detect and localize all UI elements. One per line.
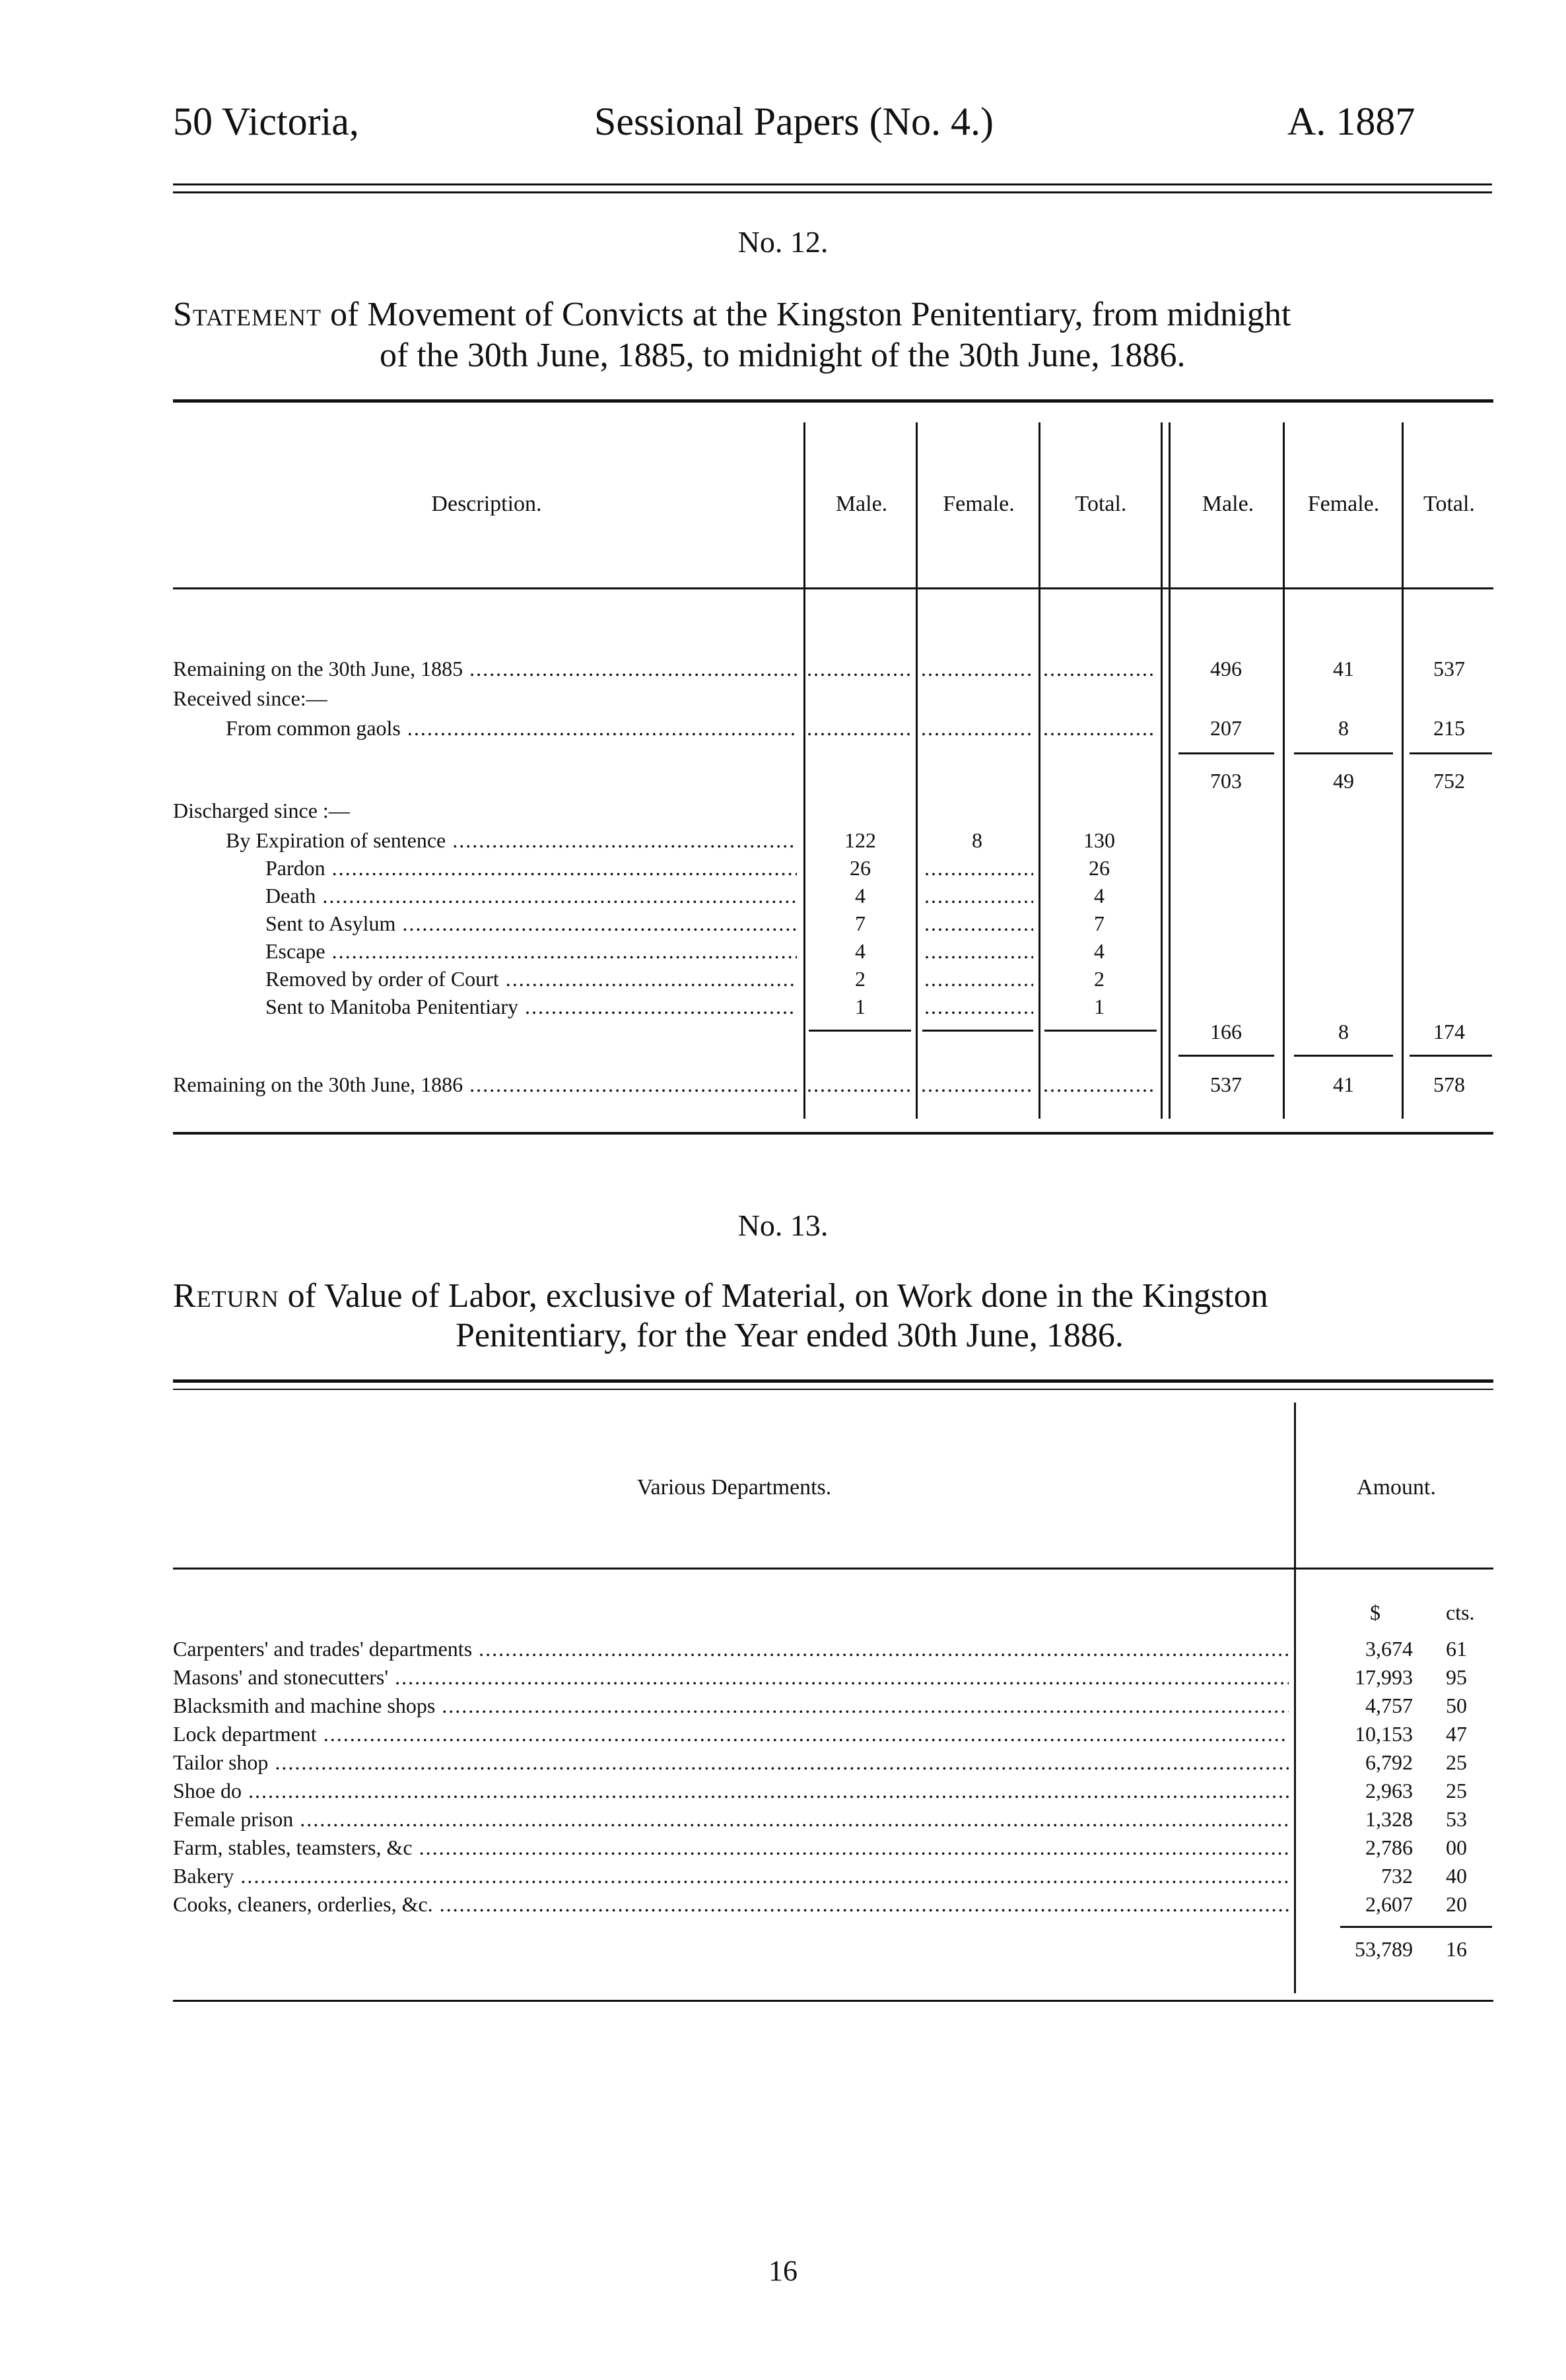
table13-vline bbox=[1294, 1403, 1296, 1993]
table13-row-label: Shoe do ..... bbox=[173, 1779, 1289, 1803]
table12-cell: 166 bbox=[1210, 1020, 1242, 1043]
table12-statement-lead: Statement bbox=[173, 296, 322, 333]
table12-cell: 4 bbox=[855, 884, 866, 908]
table12-cell: 122 bbox=[844, 828, 876, 852]
table12-statement-line2: of the 30th June, 1885, to midnight of the 30th June, 1886. bbox=[380, 337, 1186, 374]
table12-cell: 578 bbox=[1433, 1073, 1465, 1096]
table13-row-dollars: 2,607 bbox=[1365, 1892, 1413, 1916]
table12-sum-rule bbox=[1178, 752, 1274, 754]
table13-row-cents: 47 bbox=[1446, 1722, 1467, 1746]
table12-row-label: Remaining on the 30th June, 1886 ..... bbox=[173, 1073, 797, 1097]
header-left: 50 Victoria, bbox=[173, 100, 359, 143]
table12-cell: 7 bbox=[855, 911, 866, 935]
table13-row-label: Lock department ..... bbox=[173, 1722, 1289, 1746]
table13-unit-cents: cts. bbox=[1446, 1601, 1475, 1624]
table12-discharged-heading: Discharged since :— bbox=[173, 799, 350, 822]
table12-vline bbox=[1283, 422, 1285, 1119]
table13-row-label: Carpenters' and trades' departments ..... bbox=[173, 1637, 1289, 1661]
table12-dots bbox=[924, 939, 1033, 964]
table13-row-cents: 00 bbox=[1446, 1835, 1467, 1859]
table13-top-rule bbox=[173, 1379, 1493, 1383]
table12-col-description: Description. bbox=[431, 492, 542, 516]
table13-row-cents: 61 bbox=[1446, 1637, 1467, 1661]
table13-row-label: Masons' and stonecutters' ..... bbox=[173, 1665, 1289, 1690]
table12-cell: 4 bbox=[1094, 939, 1105, 963]
table12-cell: 537 bbox=[1210, 1073, 1242, 1096]
table12-sum-rule bbox=[1178, 1055, 1274, 1057]
table12-cell: 537 bbox=[1433, 657, 1465, 680]
table13-row-dollars: 6,792 bbox=[1365, 1750, 1413, 1774]
table12-sum-rule bbox=[1410, 1055, 1492, 1057]
table12-dots bbox=[807, 1073, 912, 1097]
table13-row-dollars: 1,328 bbox=[1365, 1807, 1413, 1831]
table12-cell: 1 bbox=[1094, 995, 1105, 1018]
table12-row-label: Death ..... bbox=[265, 884, 797, 908]
table12-cell: 496 bbox=[1210, 657, 1242, 680]
table12-dots bbox=[1043, 657, 1157, 681]
table13-return-line1: Return of Value of Labor, exclusive of Material, on Work done in the Kingston bbox=[173, 1277, 1268, 1315]
table13-row-cents: 95 bbox=[1446, 1665, 1467, 1689]
table12-vline bbox=[916, 422, 918, 1119]
table12-cell: 8 bbox=[1338, 716, 1349, 740]
table12-col-total1: Total. bbox=[1075, 492, 1127, 516]
table12-dots bbox=[1043, 1073, 1157, 1097]
table13-row-dollars: 2,786 bbox=[1365, 1835, 1413, 1859]
table12-cell: 41 bbox=[1333, 1073, 1354, 1096]
table12-cell: 130 bbox=[1083, 828, 1115, 852]
table12-cell: 2 bbox=[855, 967, 866, 991]
table13-number: No. 13. bbox=[737, 1208, 829, 1242]
table12-cell: 4 bbox=[1094, 884, 1105, 908]
table12-row-label: Sent to Asylum ..... bbox=[265, 911, 797, 936]
table12-row-label: Pardon ..... bbox=[265, 856, 797, 880]
table13-row-cents: 25 bbox=[1446, 1750, 1467, 1774]
table12-col-male2: Male. bbox=[1202, 492, 1254, 516]
table12-statement-line1: Statement of Movement of Convicts at the Kingston Penitentiary, from midnight bbox=[173, 296, 1291, 333]
table12-sum-rule bbox=[1410, 752, 1492, 754]
header-rule-bottom bbox=[173, 191, 1492, 193]
table12-sum-rule bbox=[922, 1030, 1033, 1032]
table12-cell: 7 bbox=[1094, 911, 1105, 935]
table12-cell: 207 bbox=[1210, 716, 1242, 740]
table12-cell: 41 bbox=[1333, 657, 1354, 680]
table12-row-label: Escape ..... bbox=[265, 939, 797, 964]
table13-row-label: Blacksmith and machine shops ..... bbox=[173, 1694, 1289, 1718]
table12-dots bbox=[921, 657, 1033, 681]
table12-col-female1: Female. bbox=[943, 492, 1015, 516]
table12-dots bbox=[1043, 716, 1157, 741]
table12-dots bbox=[924, 911, 1033, 936]
table12-row-label: Sent to Manitoba Penitentiary ..... bbox=[265, 995, 797, 1019]
table13-row-label: Bakery ..... bbox=[173, 1864, 1289, 1888]
table13-return-line2: Penitentiary, for the Year ended 30th June, 1886. bbox=[456, 1317, 1124, 1354]
header-rule-top bbox=[173, 183, 1492, 185]
table12-row-label: From common gaols ..... bbox=[226, 716, 797, 741]
header-right: A. 1887 bbox=[1287, 100, 1415, 143]
table13-row-label: Cooks, cleaners, orderlies, &c. ..... bbox=[173, 1892, 1289, 1917]
table12-col-total2: Total. bbox=[1423, 492, 1475, 516]
table12-row-label: By Expiration of sentence ..... bbox=[226, 828, 797, 853]
table13-row-label: Tailor shop ..... bbox=[173, 1750, 1289, 1775]
table13-row-cents: 20 bbox=[1446, 1892, 1467, 1916]
table12-sum-rule bbox=[1294, 752, 1393, 754]
table12-sum-rule bbox=[809, 1030, 911, 1032]
table12-received-heading: Received since:— bbox=[173, 686, 327, 710]
table12-cell: 752 bbox=[1433, 769, 1465, 793]
table12-bottom-rule bbox=[173, 1132, 1493, 1135]
table12-cell: 26 bbox=[850, 856, 871, 880]
table13-col-amount: Amount. bbox=[1357, 1475, 1436, 1500]
table12-vline bbox=[1161, 422, 1163, 1119]
table12-cell: 703 bbox=[1210, 769, 1242, 793]
table13-row-dollars: 4,757 bbox=[1365, 1694, 1413, 1717]
table12-cell: 2 bbox=[1094, 967, 1105, 991]
table12-dots bbox=[921, 716, 1033, 741]
table13-row-dollars: 3,674 bbox=[1365, 1637, 1413, 1661]
table12-cell: 4 bbox=[855, 939, 866, 963]
table13-row-dollars: 10,153 bbox=[1355, 1722, 1413, 1746]
table12-dots bbox=[924, 995, 1033, 1019]
header-center: Sessional Papers (No. 4.) bbox=[594, 100, 994, 143]
table12-cell: 1 bbox=[855, 995, 866, 1018]
table12-dots bbox=[924, 967, 1033, 991]
table13-bottom-rule bbox=[173, 2000, 1493, 2002]
table12-dots bbox=[807, 657, 912, 681]
table12-vline bbox=[1038, 422, 1040, 1119]
table12-cell: 215 bbox=[1433, 716, 1465, 740]
table12-row-label: Removed by order of Court ..... bbox=[265, 967, 797, 991]
table12-number: No. 12. bbox=[737, 225, 829, 259]
table12-cell: 8 bbox=[972, 828, 982, 852]
table13-row-cents: 40 bbox=[1446, 1864, 1467, 1888]
table12-cell: 174 bbox=[1433, 1020, 1465, 1043]
table13-row-dollars: 732 bbox=[1381, 1864, 1413, 1888]
table12-sum-rule bbox=[1294, 1055, 1393, 1057]
table13-row-dollars: 2,963 bbox=[1365, 1779, 1413, 1802]
table12-head-rule bbox=[173, 587, 1493, 589]
table13-return-lead: Return bbox=[173, 1277, 279, 1315]
table12-cell: 26 bbox=[1089, 856, 1110, 880]
table13-unit-dollars: $ bbox=[1370, 1601, 1380, 1624]
table12-col-male1: Male. bbox=[835, 492, 888, 516]
page-number: 16 bbox=[768, 2255, 798, 2287]
table13-row-dollars: 17,993 bbox=[1355, 1665, 1413, 1689]
table13-sum-rule bbox=[1340, 1926, 1492, 1928]
table12-vline bbox=[1169, 422, 1171, 1119]
table12-sum-rule bbox=[1044, 1030, 1157, 1032]
table12-dots bbox=[924, 856, 1033, 880]
table13-top-rule-thin bbox=[173, 1389, 1493, 1390]
table12-col-female2: Female. bbox=[1307, 492, 1380, 516]
table12-dots bbox=[924, 884, 1033, 908]
table13-row-label: Farm, stables, teamsters, &c ..... bbox=[173, 1835, 1289, 1860]
table13-col-departments: Various Departments. bbox=[636, 1475, 832, 1500]
table12-dots bbox=[807, 716, 912, 741]
table12-row-label: Remaining on the 30th June, 1885 ..... bbox=[173, 657, 797, 681]
table13-row-cents: 50 bbox=[1446, 1694, 1467, 1717]
table13-row-cents: 53 bbox=[1446, 1807, 1467, 1831]
table13-row-label: Female prison ..... bbox=[173, 1807, 1289, 1832]
table13-total-dollars: 53,789 bbox=[1355, 1937, 1413, 1961]
table12-cell: 8 bbox=[1338, 1020, 1349, 1043]
table12-cell: 49 bbox=[1333, 769, 1354, 793]
table13-row-cents: 25 bbox=[1446, 1779, 1467, 1802]
table13-total-cents: 16 bbox=[1446, 1937, 1467, 1961]
table12-vline bbox=[803, 422, 805, 1119]
table12-dots bbox=[921, 1073, 1033, 1097]
table12-top-rule bbox=[173, 399, 1493, 403]
table13-head-rule bbox=[173, 1568, 1493, 1570]
